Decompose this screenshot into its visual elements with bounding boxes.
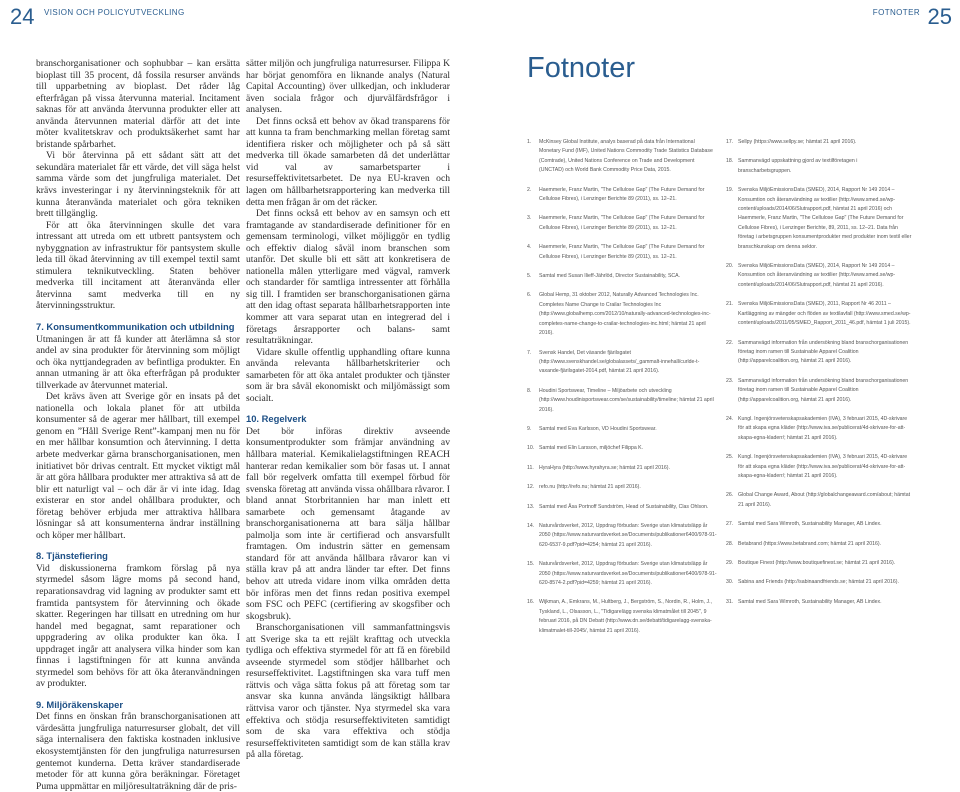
paragraph: Vi bör återvinna på ett sådant sätt att det sekundära materialet får ett värde, det vill säga helst samma värde som det jungfruliga materialet. Det krävs investeringar i ny återvinningsteknik för att kunna återanvända materialet och göra tekniken brett tillgänglig.	[36, 150, 240, 220]
footnote-number: 16.	[527, 599, 535, 606]
page-header	[0, 0, 960, 28]
page-number-left: 24	[10, 4, 35, 29]
footnote-number: 5.	[527, 273, 532, 280]
footnote-item	[527, 186, 717, 205]
footnotes-column-left	[527, 138, 717, 646]
footnote-item	[527, 425, 717, 434]
paragraph: Vid diskussionerna framkom förslag på nya styrmedel såsom lägre moms på second hand, reparationsavdrag vid lagning av produkter samt ett framtida pantsystem för återvinning och ökade skatter. Regeringen har tillsatt en utredning om hur handel med begagnat, samt reparationer och uppgradering av olika produkter kan öka. I uppdraget ingår att analysera vilka hinder som kan finnas i lagstiftningen för att kunna använda styrmedel som behövs för att öka återanvändningen av produkter.	[36, 562, 240, 690]
paragraph: branschorganisationer och sophubbar – kan ersätta bioplast till 35 procent, då fossila resurser används till upparbetning av bioplast. Det råder låg efterfrågan på vissa återvunna material. Incitament saknas för att använda återvunna produkter eller att använda återvunnen material därför att det inte möter kvalitetskrav och produktsäkerhet samt har bristande spårbarhet.	[36, 58, 240, 150]
footnote-item	[527, 483, 717, 492]
footnote-number: 12.	[527, 484, 535, 491]
footnote-number: 3.	[527, 215, 532, 222]
footnote-item	[527, 243, 717, 262]
footnote-item	[527, 272, 717, 281]
footnote-item	[527, 560, 717, 588]
footnote-text: Samtal med Sara Wimroth, Sustainability Manager, AB Lindex.	[738, 598, 882, 605]
section-title-right: FOTNOTER	[872, 8, 920, 17]
footnote-item	[726, 339, 912, 367]
footnote-item	[527, 138, 717, 176]
footnote-item	[726, 186, 912, 252]
footnote-text: Samtal med Susan Ilieff-Jährlöd, Director Sustainability, SCA.	[539, 273, 681, 280]
footnote-number: 8.	[527, 387, 532, 394]
section-title-left: VISION OCH POLICYUTVECKLING	[44, 8, 185, 17]
paragraph: För att öka återvinningen skulle det vara intressant att utreda om ett utbrett pantsystem och nybyggnation av infrastruktur för pantsystem skulle leda till ökad återvinning av till exempel textil samt stimulera teknikutveckling. Staten behöver medverka till incitament att återanvända eller återvinna samt medverka till en ny återvinningsstruktur.	[36, 219, 240, 312]
footnote-number: 9.	[527, 425, 532, 432]
footnote-text: Samtal med Eva Karlsson, VD Houdini Sportswear.	[539, 425, 657, 432]
footnote-item	[726, 520, 912, 529]
footnote-item	[726, 559, 912, 568]
footnote-item	[527, 349, 717, 377]
footnote-number: 19.	[726, 187, 734, 194]
footnote-item	[726, 578, 912, 587]
footnote-text: Svenska MiljöEmissionsData (SMED), 2011, Rapport Nr 46 2011 – Kartläggning av mängder och flöden av textilavfall (http://www.smed.se/wp-content/uploads/2011/05/SMED_Rapport_2011_46.pdf, hämtat 1 juli 2015).	[738, 301, 911, 327]
footnote-number: 10.	[527, 445, 535, 452]
paragraph: Det finns en önskan från branschorganisationen att värdesätta jungfruliga naturresurser globalt, det vill säga internalisera den faktiska kostnaden inklusive ekosystemtjänsten för den jungfruliga naturresursen gentemot kunderna. Detta kräver standardiserade metoder för att kunna göra beräkningar. Företaget Puma uppmättar en miljöresultaträkning där de pris-	[36, 711, 240, 792]
footnote-text: Svenska MiljöEmissionsData (SMED), 2014, Rapport Nr 149 2014 – Konsumtion och återanvändning av textilier (http://www.smed.se/wp-content/uploads/2014/06/Slutrapport.pdf, hämtat 21 april 2016).	[738, 263, 896, 288]
footnote-number: 2.	[527, 186, 532, 193]
footnote-item	[726, 540, 912, 549]
footnote-item	[726, 491, 912, 510]
footnote-text: Samtal med Sara Wimroth, Sustainability Manager, AB Lindex.	[738, 521, 882, 528]
footnote-text: Global Change Award, About (http://globalchangeaward.com/about; hämtat 21 april 2016).	[738, 492, 911, 508]
paragraph: sätter miljön och jungfruliga naturresurser. Filippa K har börjat genomföra en liknande analys (Natural Capital Accounting) över ullkedjan, och inkluderar även sociala frågor och djurvälfärdsfrågor i analysen.	[246, 58, 450, 116]
footnote-text: refo.nu (http://refo.nu; hämtat 21 april 2016).	[539, 484, 641, 491]
footnote-number: 21.	[726, 301, 734, 308]
footnotes-title: Fotnoter	[527, 52, 635, 84]
paragraph: Vidare skulle offentlig upphandling oftare kunna använda relevanta hållbarhetskriterier och samarbeten för att öka antalet produkter och tjänster som är bra såväl ekonomiskt och miljömässigt som socialt.	[246, 346, 450, 404]
footnote-item	[726, 415, 912, 443]
footnotes-column-right	[726, 138, 912, 617]
footnote-number: 17.	[726, 139, 734, 145]
footnote-number: 14.	[527, 522, 535, 529]
footnote-item	[726, 300, 912, 328]
footnote-item	[726, 157, 912, 176]
footnote-text: Boutique Finest (http://www.boutiquefinest.se; hämtat 21 april 2016).	[738, 560, 896, 566]
footnote-number: 24.	[726, 415, 734, 422]
footnote-item	[726, 262, 912, 290]
footnote-item	[527, 444, 717, 453]
footnote-text: Houdini Sportswear, Timeline – Miljöarbete och utveckling (http://www.houdinisportswear.com/se/sustainability/timeline; hämtat 21 april 2016).	[539, 387, 714, 413]
footnote-number: 6.	[527, 292, 532, 299]
footnote-number: 25.	[726, 454, 734, 461]
paragraph: Det finns också ett behov av ökad transparens för att kunna ta fram benchmarking mellan företag samt identifiera risker och möjligheter och på så sätt medverka till ökade samarbeten då det underlättar vid val av samarbetsparter i resurseffektivitetsarbetet. De nya EU-kraven och lagen om hållbarhetsrapportering kan medverka till detta men frågan är om det räcker.	[246, 115, 450, 208]
footnote-text: Svensk Handel, Det växande fjärilsgatet (http://www.svenskhandel.se/globalassets/_gammalt-innehall/curlde-t-vaxande-fjärilsgatet-2014.pdf, hämtat 21 april 2016).	[539, 349, 700, 375]
footnote-number: 27.	[726, 521, 734, 528]
footnote-text: Svenska MiljöEmissionsData (SMED), 2014, Rapport Nr 149 2014 – Konsumtion och återanvändning av textilier (http://www.smed.se/wp-content/uploads/2014/06/Slutrapport.pdf, hämtat 21 april 2016) och Haemmerle, Franz Martin, "The Cellulose Gap" (The Future Demand for Cellulose Fibres), i Lenzinger Berichte, 89, 2011, ss. 12–21. Data från företag i arbetsgruppen konsumentprodukter med produkter inom textil eller branschkunskap om denna sektor.	[738, 187, 912, 250]
footnote-number: 28.	[726, 540, 734, 547]
footnote-text: Haemmerle, Franz Martin, "The Cellulose Gap" (The Future Demand for Cellulose Fibres), i Lenzinger Berichte 89 (2011), ss. 12–21.	[539, 244, 705, 260]
footnote-number: 1.	[527, 139, 532, 145]
section-heading-7: 7. Konsumentkommunikation och utbildning	[36, 321, 235, 333]
footnote-item	[527, 464, 717, 473]
footnote-text: Naturvårdsverket, 2012, Uppdrag förbudan: Sverige utan klimatutsläpp år 2050 (https://www.naturvardsverket.se/Documents/publikationer6400/978-91-620-8574-2.pdf?pid=4259; hämtat 21 april 2016).	[539, 561, 717, 586]
footnote-number: 26.	[726, 492, 734, 499]
footnote-text: Wijkman, A., Emkrans, M., Hultberg, J., Bergström, S., Nordin, R., Holm, J., Tyskland, L., Olsasson, L., "Tidigarelägg svenska klimatmålet till 2045", 9 februari 2016, på DN Debatt (http://www.dn.se/debatt/tidigarelagg-svenska-klimatmalet-till-2045/, hämtat 21 april 2016).	[539, 599, 712, 634]
footnote-text: Global Hemp, 31 oktober 2012, Naturally Advanced Technologies Inc. Completes Name Change to Crailar Technologies Inc (http://www.globalhemp.com/2012/10/naturally-advanced-technologies-inc-completes-name-change-to-crailar-technologies-inc.html; hämtat 21 april 2016).	[539, 292, 711, 337]
footnote-item	[726, 138, 912, 147]
footnote-item	[726, 377, 912, 405]
footnote-item	[726, 453, 912, 481]
section-heading-10: 10. Regelverk	[246, 413, 307, 425]
footnote-number: 15.	[527, 561, 535, 568]
footnote-item	[527, 598, 717, 636]
footnote-text: Samtal med Åsa Portnoff Sundström, Head of Sustainability, Clas Ohlson.	[539, 503, 709, 510]
section-heading-8: 8. Tjänstefiering	[36, 550, 108, 562]
section-heading-9: 9. Miljöräkenskaper	[36, 698, 124, 710]
footnote-number: 23.	[726, 377, 734, 384]
footnote-item	[527, 522, 717, 550]
footnote-text: Kungl. Ingenjörsvetenskapsakademien (IVA), 3 februari 2015, 4D-skrivare för att skapa egna kläder (http://www.iva.se/publicerat/4d-skrivare-for-att-skapa-egna-kladerr/; hämtat 21 april 2016).	[738, 415, 908, 441]
paragraph: Branschorganisationen vill sammanfattningsvis att Sverige ska ta ett rejält krafttag och utveckla tydliga och effektiva styrmedel för att få en förebild avseende styrmedel som stödjer hållbarhet och resurseffektivitet. Lagstiftningen ska vara tuff men rättvis och väga sätta fokus på att företag som tar ansvar ska kunna använda längsiktigt hållbara rättvisa varor och tjänster. Nya styrmedel ska vara effektiva och stödja resurseffektiviteten samtidigt som de ska vara effektiva och stödja resurseffektiviteten samtidigt som de kan ställa krav på alla företag.	[246, 622, 450, 761]
footnote-text: HyraHyra (http://www.hyrahyra.se; hämtat 21 april 2016).	[539, 464, 670, 471]
footnote-text: McKinsey Global Institute, analys baserad på data från International Monetary Fund (IMF), United Nations Commodity Trade Statistics Database (Comtrade), United Nations Conference on Trade and Development (UNCTAD) och World Bank Commodity Price Data, 2015.	[539, 139, 713, 174]
footnote-number: 31.	[726, 598, 734, 605]
footnote-item	[527, 214, 717, 233]
footnote-number: 30.	[726, 579, 734, 586]
footnote-item	[527, 291, 717, 338]
paragraph: Det krävs även att Sverige gör en insats på det nationella och lokala planet för att utbilda konsumenter så de agerar mer hållbart, till exempel genom en ”Håll Sverige Rent”-kampanj men nu för en mer hållbar konsumtion och återvinning. I detta arbete medverkar gärna branschorganisationen, men initiativet bör drivas centralt. Ett mycket viktigt mål är att göra hållbara produkter mer attraktiva så att de blir ett naturligt val – och där är vi inte idag. Idag existerar en stor andel ohållbara produkter, och företag behöver erbjuda mer attraktiva hållbara lösningar så att konsumenterna ändrar inställning och köper mer hållbart.	[36, 391, 240, 541]
footnote-text: Sellpy (https://www.sellpy.se; hämtat 21 april 2016).	[738, 139, 857, 145]
footnote-text: Sammanvägd uppskattning gjord av textilföretagen i branscharbetsgruppen.	[738, 158, 858, 174]
footnote-number: 4.	[527, 244, 532, 251]
footnote-text: Sammanvägd information från undersökning bland branschorganisationen företag inom ramen till Sustainable Apparel Coalition (http://apparelcoalition.org, hämtat 21 april 2016).	[738, 339, 909, 365]
footnote-item	[527, 503, 717, 512]
footnote-number: 29.	[726, 560, 734, 566]
footnote-number: 22.	[726, 339, 734, 346]
footnote-text: Kungl. Ingenjörsvetenskapsakademien (IVA), 3 februari 2015, 4D-skrivare för att skapa egna kläder (http://www.iva.se/publicerat/4d-skrivare-for-att-skapa-egna-kladerr/; hämtat 21 april 2016).	[738, 454, 908, 479]
footnote-text: Naturvårdsverket, 2012, Uppdrag förbudan: Sverige utan klimatutsläpp år 2050 (https://www.naturvardsverket.se/Documents/publikationer6400/978-91-620-6537-9.pdf?pid=4254; hämtat 21 april 2016).	[539, 522, 717, 548]
footnote-text: Sammanvägd information från undersökning bland branschorganisationen företag inom ramen till Sustainable Apparel Coalition (http://apparelcoalition.org, hämtat 21 april 2016).	[738, 377, 909, 403]
body-column-1	[36, 58, 240, 792]
footnote-text: Haemmerle, Franz Martin, "The Cellulose Gap" (The Future Demand for Cellulose Fibres), i Lenzinger Berichte 89 (2011), ss. 12–21.	[539, 215, 705, 231]
footnote-number: 18.	[726, 158, 734, 165]
footnote-number: 11.	[527, 464, 534, 471]
paragraph: Det finns också ett behov av en samsyn och ett framtagande av standardiserade definitioner för en gemensam terminologi, vilket möjliggör en tydlig och effektiv dialog såväl inom branschen som utanför. Det skulle bli ett sätt att konkretisera de nationella målen ytterligare med vägval, ramverk och standarder för samtliga intressenter att förhålla sig till. I framtiden ser branschorganisationen gärna att den idag oftast separata hållbarhetsrapporten inte kommer att vara separat utan en integrerad del i företags årsrapporter och balans- samt resultaträkningar.	[246, 208, 450, 347]
footnote-text: Samtal med Elin Larsson, miljöchef Filippa K.	[539, 445, 644, 452]
footnote-text: Betabrand (https://www.betabrand.com; hämtat 21 april 2016).	[738, 540, 882, 547]
paragraph: Utmaningen är att få kunder att återlämna så stor andel av sina produkter för återvinning som möjligt och öka nyttjandegraden av befintliga produkter. En annan utmaning är att öka efterfrågan på produkter tillverkade av återvunnet material.	[36, 333, 240, 391]
paragraph: Det bör införas direktiv avseende konsumentprodukter som främjar användning av hållbara material. Kemikalielagstiftningen REACH hanterar redan kemikalier som bör fasas ut. I annat fall bör regelverk omfatta till exempel förbud för svenska företag att använda vissa ohållbara råvaror. I bland annat Storbritannien har man inlett ett samarbete och gemensamt åtagande av branschorganisationerna att bara sälja hållbar palmolja som inte är certifierad och ansvarsfullt framtagen. Om industrin sätter en gemensam standard för att använda hållbara råvaror kan vi ställa krav på att andra länder tar efter. Det finns behov att utreda vidare inom vilka områden detta bör införas men det finns redan positiva exempel som FSC och PEFC (certifiering av skogsfiber och skogsbruk).	[246, 425, 450, 622]
footnote-number: 13.	[527, 503, 535, 510]
footnote-number: 20.	[726, 263, 734, 270]
footnote-item	[527, 387, 717, 415]
footnote-item	[726, 598, 912, 607]
page-number-right: 25	[927, 4, 952, 29]
footnote-number: 7.	[527, 349, 532, 356]
body-column-2	[246, 58, 450, 761]
footnote-text: Haemmerle, Franz Martin, "The Cellulose Gap" (The Future Demand for Cellulose Fibres), i Lenzinger Berichte 89 (2011), ss. 12–21.	[539, 186, 705, 203]
footnote-text: Sabina and Friends (http://sabinaandfriends.se; hämtat 21 april 2016).	[738, 579, 899, 586]
